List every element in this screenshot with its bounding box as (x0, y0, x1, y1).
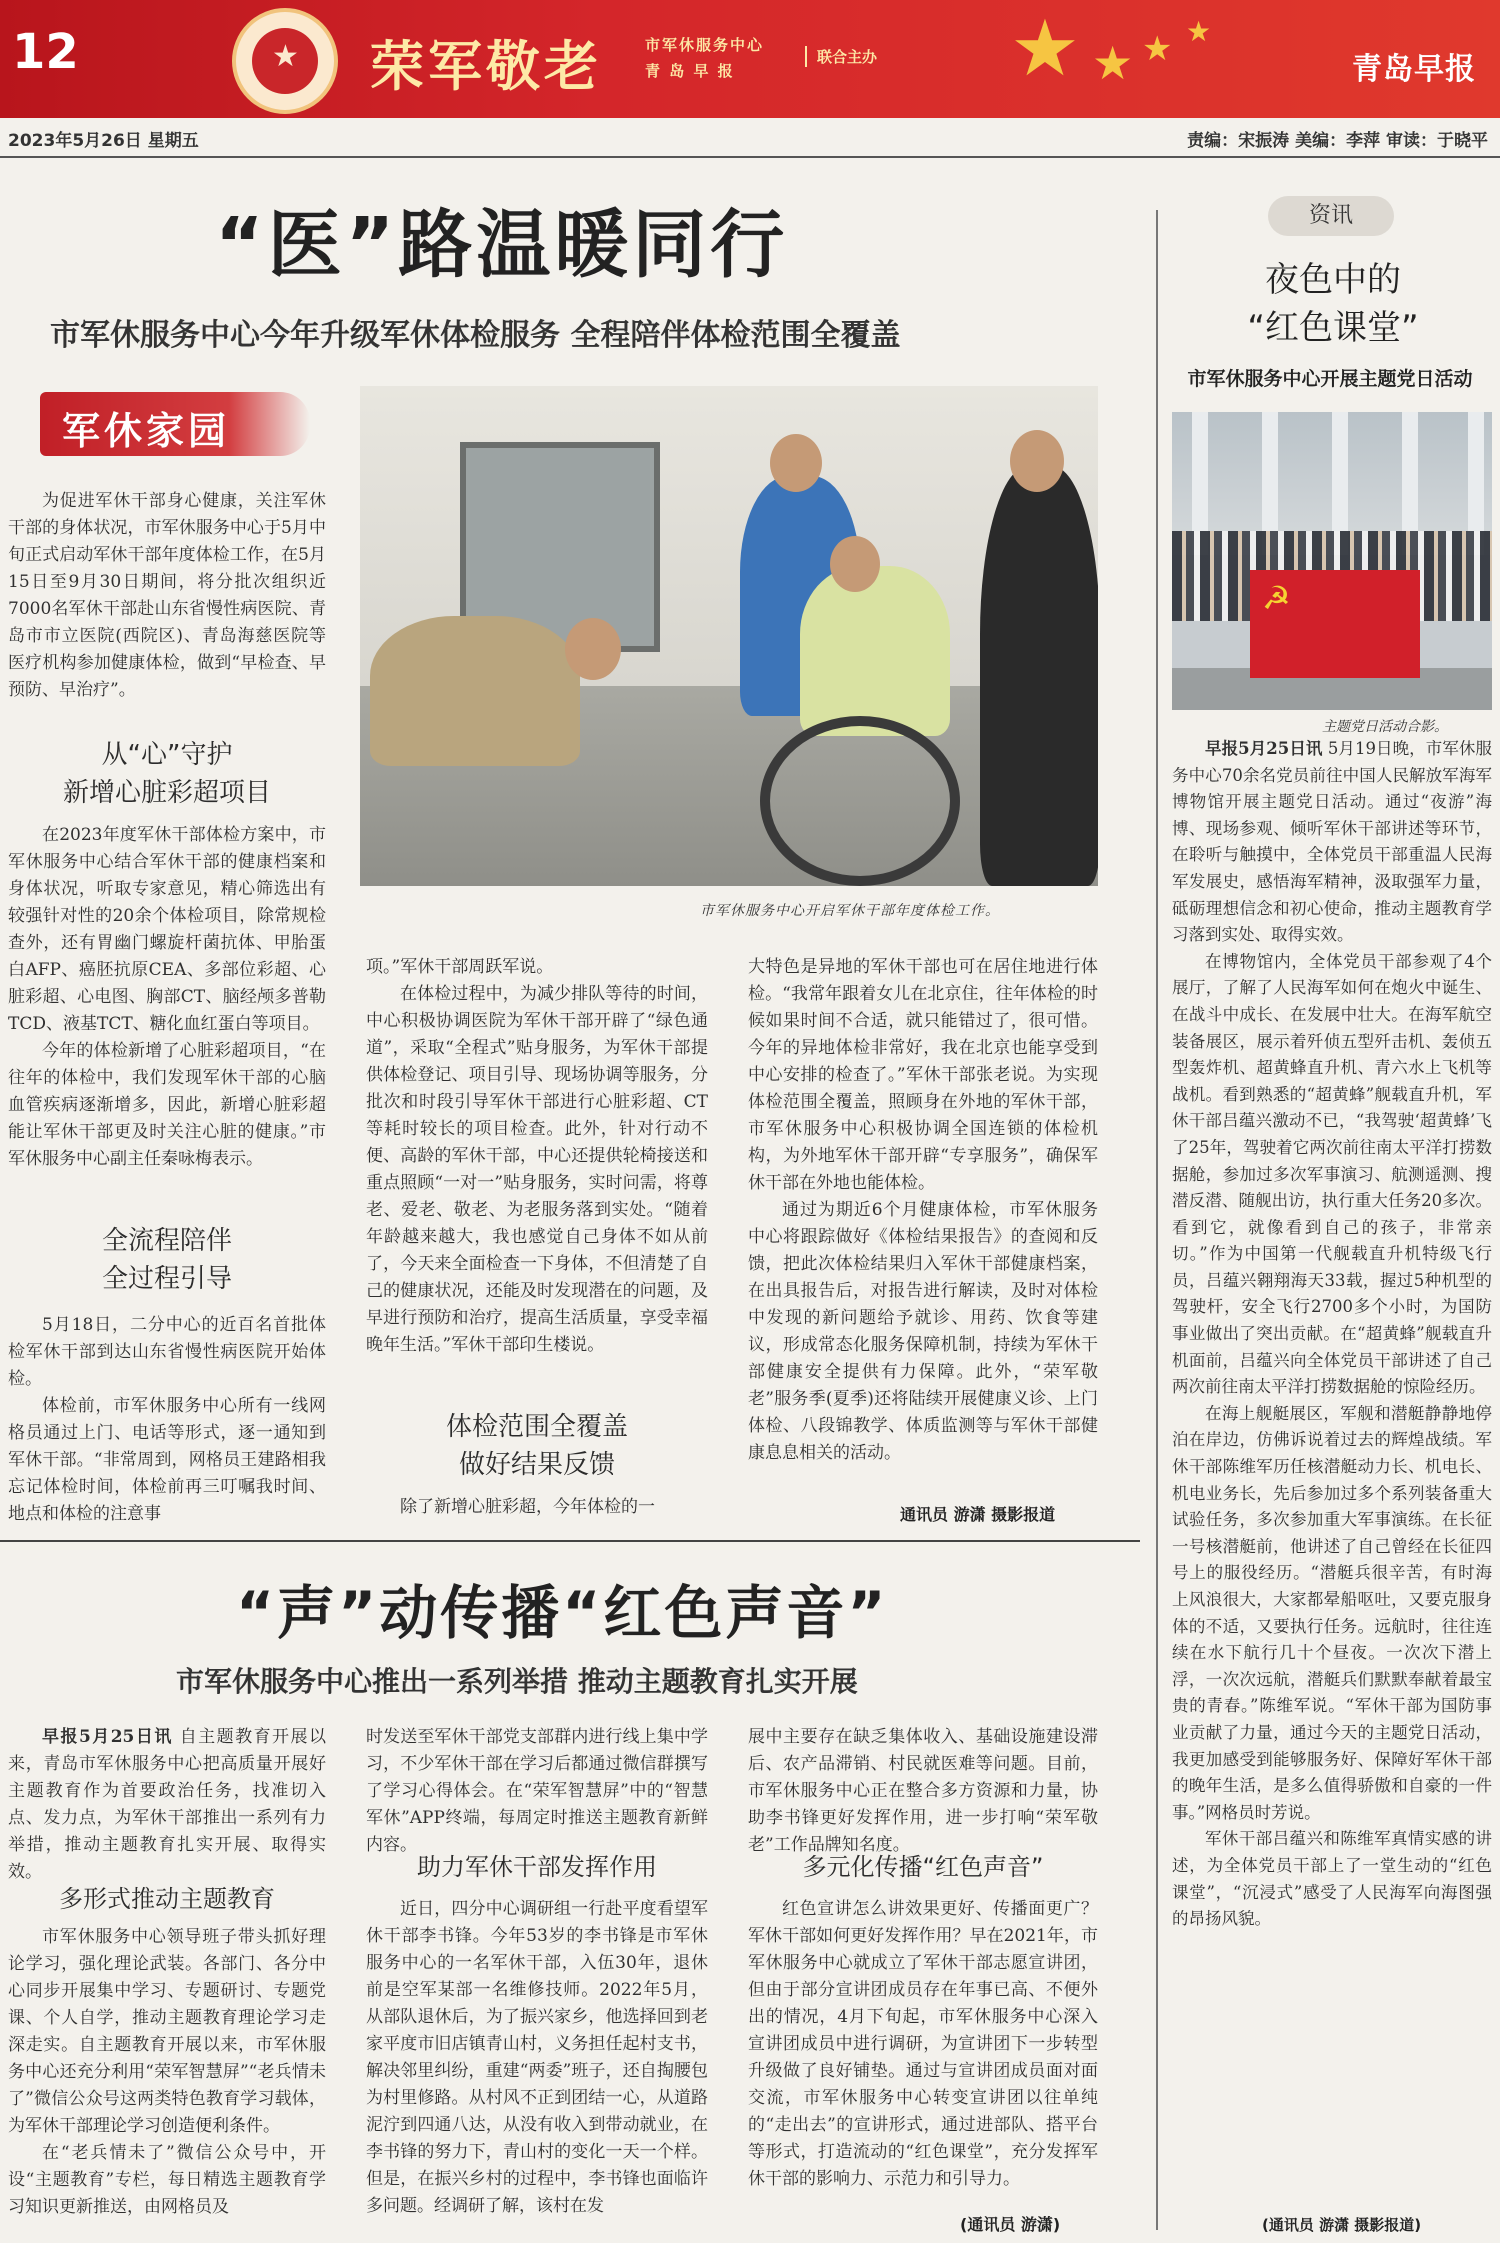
article2-paragraph: 在“老兵情未了”微信公众号中，开设“主题教育”专栏，每日精选主题教育学习知识更新推送，由网格员及 (8, 2143, 326, 2217)
article1-paragraph: 今年的体检新增了心脏彩超项目，“在往年的体检中，我们发现军休干部的心脑血管疾病逐渐增多，因此，新增心脏彩超能让军休干部更及时关注心脏的健康。”市军休服务中心副主任秦咏梅表示。 (8, 1041, 326, 1169)
article2-column-3b (748, 1896, 1098, 2193)
star-icon: ★ (1010, 4, 1080, 94)
co-organizer-1: 市军休服务中心 (645, 36, 765, 54)
dateline-lead: 早报5月25日讯 (42, 1727, 173, 1747)
sidebar-column (1172, 736, 1492, 1933)
photo-head (830, 536, 880, 592)
article2-paragraph (8, 1724, 326, 1886)
section-label: 军休家园 (62, 408, 231, 453)
article1-column-3 (748, 954, 1098, 1467)
article1-photo-caption: 市军休服务中心开启军休干部年度体检工作。 (700, 903, 1000, 919)
sidebar-photo-caption: 主题党日活动合影。 (1322, 719, 1448, 735)
star-icon: ★ (1186, 15, 1212, 48)
article1-paragraph: 通过为期近6个月健康体检，市军休服务中心将跟踪做好《体检结果报告》的查阅和反馈，把此次体检结果归入军休干部健康档案，在出具报告后，对报告进行解读，及时对体检中发现的新问题给予就诊、用药、饮食等建议，形成常态化服务保障机制，持续为军休干部健康安全提供有力保障。此外，“荣军敬老”服务季(夏季)还将陆续开展健康义诊、上门体检、八段锦教学、体质监测等与军休干部健康息息相关的活动。 (748, 1200, 1098, 1463)
article1-paragraph: 5月18日，二分中心的近百名首批体检军休干部到达山东省慢性病医院开始体检。 (8, 1315, 326, 1389)
article2-paragraph: 时发送至军休干部党支部群内进行线上集中学习，不少军休干部在学习后都通过微信群撰写了学习心得体会。在“荣军智慧屏”中的“智慧军休”APP终端，每周定时推送主题教育新鲜内容。 (366, 1727, 708, 1855)
article1-column-1 (8, 488, 326, 704)
emblem-core (252, 28, 318, 94)
article1-paragraph: 除了新增心脏彩超，今年体检的一 (400, 1497, 655, 1517)
editor-credits: 责编：宋振涛 美编：李萍 审读：于晓平 (1187, 131, 1488, 151)
article2-subtitle-3: 多元化传播“红色声音” (802, 1853, 1044, 1881)
article2-paragraph: 市军休服务中心领导班子带头抓好理论学习，强化理论武装。各部门、各分中心同步开展集中学习、专题研讨、专题党课、个人自学，推动主题教育理论学习走深走实。自主题教育开展以来，市军休服务中心还充分利用“荣军智慧屏”“老兵情未了”微信公众号这两类特色教育学习载体，为军休干部理论学习创造便利条件。 (8, 1927, 326, 2136)
article1-headline: “医”路温暖同行 (215, 202, 789, 288)
newspaper-logo: 青岛早报 (1352, 52, 1476, 87)
photo-wheelchair (760, 716, 960, 886)
emblem-logo (232, 8, 338, 114)
article2-paragraph: 展中主要存在缺乏集体收入、基础设施建设滞后、农产品滞销、村民就医难等问题。目前，市军休服务中心正在整合多方资源和力量，协助李书锋更好发挥作用，进一步打响“荣军敬老”工作品牌知名度。 (748, 1727, 1098, 1855)
photo-head (565, 618, 621, 680)
article1-paragraph: 在2023年度军休干部体检方案中，市军休服务中心结合军休干部的健康档案和身体状况，听取专家意见，精心筛选出有较强针对性的20余个体检项目，除常规检查外，还有胃幽门螺旋杆菌抗体、甲胎蛋白AFP、癌胚抗原CEA、多部位彩超、心脏彩超、心电图、胸部CT、脑经颅多普勒TCD、液基TCT、糖化血红蛋白等项目。 (8, 825, 326, 1034)
sidebar-tag: 资讯 (1268, 196, 1394, 236)
article2-column-2 (366, 1724, 708, 1859)
sidebar-paragraph (1172, 736, 1492, 949)
co-organizers (645, 32, 764, 84)
article2-subhead: 市军休服务中心推出一系列举措 推动主题教育扎实开展 (176, 1665, 858, 1698)
article1-paragraph: 为促进军休干部身心健康，关注军休干部的身体状况，市军休服务中心于5月中旬正式启动军休干部年度体检工作，在5月15日至9月30日期间，将分批次组织近7000名军休干部赴山东省慢性病医院、青岛市市立医院(西院区)、青岛海慈医院等医疗机构参加健康体检，做到“早检查、早预防、早治疗”。 (8, 491, 326, 700)
dateline-lead: 早报5月25日讯 (1205, 739, 1323, 758)
article1-subtitle-2: 全流程陪伴 全过程引导 (101, 1226, 232, 1294)
photo-head (770, 434, 822, 492)
article2-byline: (通讯员 游潇) (960, 2215, 1061, 2234)
article-divider (0, 1540, 1140, 1542)
star-icon: ★ (1092, 36, 1134, 90)
article2-column-1 (8, 1724, 326, 1886)
article2-subtitle-2: 助力军休干部发挥作用 (417, 1853, 657, 1881)
photo-figure-patient (800, 566, 950, 736)
article2-column-2b (366, 1896, 708, 2220)
sidebar-title: 夜色中的 “红色课堂” (1247, 260, 1419, 348)
article1-column-2 (366, 954, 708, 1359)
photo-head (1010, 430, 1064, 492)
article1-paragraph: 在体检过程中，为减少排队等待的时间，中心积极协调医院为军休干部开辟了“绿色通道”，采取“全程式”贴身服务，为军休干部提供体检登记、项目引导、现场协调等服务，分批次和时段引导军休干部进行心脏彩超、CT等耗时较长的项目检查。此外，针对行动不便、高龄的军休干部，中心还提供轮椅接送和重点照顾“一对一”贴身服务，实时问需，将尊老、爱老、敬老、为老服务落到实处。“随着年龄越来越大，我也感觉自己身体不如从前了，今天来全面检查一下身体，不但清楚了自己的健康状况，还能及时发现潜在的问题，及早进行预防和治疗，提高生活质量，享受幸福晚年生活。”军休干部印生楼说。 (366, 984, 708, 1355)
article1-column-1b (8, 822, 326, 1173)
page-number: 12 (12, 24, 79, 80)
article1-subtitle-3: 体检范围全覆盖 做好结果反馈 (445, 1412, 628, 1480)
article1-column-1c (8, 1312, 326, 1528)
sidebar-paragraph-text: 5月19日晚，市军休服务中心70余名党员前往中国人民解放军海军博物馆开展主题党日活动。通过“夜游”海博、现场参观、倾听军休干部讲述等环节，在聆听与触摸中，全体党员干部重温人民海军发展史，感悟海军精神，汲取强军力量，砥砺理想信念和初心使命，推动主题教育学习落到实处、取得实效。 (1172, 739, 1492, 945)
article1-column-2b (366, 1494, 708, 1521)
co-host-label: 联合主办 (805, 46, 877, 67)
article2-paragraph: 近日，四分中心调研组一行赴平度看望军休干部李书锋。今年53岁的李书锋是市军休服务中心的一名军休干部，入伍30年，退休前是空军某部一名维修技师。2022年5月，从部队退休后，为了振兴家乡，他选择回到老家平度市旧店镇青山村，义务担任起村支书，解决邻里纠纷，重建“两委”班子，还自掏腰包为村里修路。从村风不正到团结一心，从道路泥泞到四通八达，从没有收入到带动就业，在李书锋的努力下，青山村的变化一天一个样。但是，在振兴乡村的过程中，李书锋也面临许多问题。经调研了解，该村在发 (366, 1899, 708, 2216)
sidebar-paragraph: 在博物馆内，全体党员干部参观了4个展厅，了解了人民海军如何在炮火中诞生、在战斗中成长、在发展中壮大。在海军航空装备展区，展示着歼侦五型歼击机、轰侦五型轰炸机、超黄蜂直升机、青六水上飞机等战机。看到熟悉的“超黄蜂”舰载直升机，军休干部吕蕴兴激动不已，“我驾驶‘超黄蜂’飞了25年，驾驶着它两次前往南太平洋打捞数据舱，参加过多次军事演习、航测遥测、搜潜反潜、随舰出访，执行重大任务20多次。看到它，就像看到自己的孩子，非常亲切。”作为中国第一代舰载直升机特级飞行员，吕蕴兴翱翔海天33载，握过5种机型的驾驶杆，安全飞行2700多个小时，为国防事业做出了突出贡献。在“超黄蜂”舰载直升机面前，吕蕴兴向全体党员干部讲述了自己两次前往南太平洋打捞数据舱的惊险经历。 (1172, 951, 1492, 1397)
article2-paragraph-text: 自主题教育开展以来，青岛市军休服务中心把高质量开展好主题教育作为首要政治任务，找准切入点、发力点，为军休干部推出一系列有力举措，推动主题教育扎实开展、取得实效。 (8, 1727, 326, 1882)
article2-paragraph: 红色宣讲怎么讲效果更好、传播面更广？军休干部如何更好发挥作用？早在2021年，市军休服务中心就成立了军休干部志愿宣讲团，但由于部分宣讲团成员存在年事已高、不便外出的情况，4月下旬起，市军休服务中心深入宣讲团成员中进行调研，为宣讲团下一步转型升级做了良好铺垫。通过与宣讲团成员面对面交流，市军休服务中心转变宣讲团以往单纯的“走出去”的宣讲形式，通过进部队、搭平台等形式，打造流动的“红色课堂”，充分发挥军休干部的影响力、示范力和引导力。 (748, 1899, 1098, 2189)
sidebar-subhead: 市军休服务中心开展主题党日活动 (1187, 368, 1473, 390)
sidebar-paragraph: 军休干部吕蕴兴和陈维军真情实感的讲述，为全体党员干部上了一堂生动的“红色课堂”，“沉浸式”感受了人民海军向海图强的昂扬风貌。 (1172, 1829, 1492, 1929)
column-title-band (360, 18, 1060, 98)
article2-column-3 (748, 1724, 1098, 1859)
article2-headline: “声”动传播“红色声音” (236, 1579, 889, 1647)
article2-subtitle-1: 多形式推动主题教育 (59, 1885, 275, 1913)
issue-date: 2023年5月26日 星期五 (8, 131, 199, 151)
sidebar-byline: (通讯员 游潇 摄影报道) (1262, 2216, 1422, 2234)
article1-paragraph: 体检前，市军休服务中心所有一线网格员通过上门、电话等形式，逐一通知到军休干部。“非常周到，网格员王建路相我忘记体检时间，体检前再三叮嘱我时间、地点和体检的注意事 (8, 1396, 326, 1524)
header-rule (0, 156, 1500, 158)
column-title: 荣军敬老 (370, 34, 602, 98)
article1-paragraph: 项。”军休干部周跃军说。 (366, 957, 554, 977)
sidebar-photo (1172, 412, 1492, 710)
article1-byline: 通讯员 游潇 摄影报道 (900, 1505, 1056, 1524)
article1-subtitle-1: 从“心”守护 新增心脏彩超项目 (62, 740, 271, 808)
co-organizer-2: 青 岛 早 报 (645, 62, 735, 80)
party-flag (1250, 570, 1420, 678)
article2-column-1b (8, 1924, 326, 2221)
article1-paragraph: 大特色是异地的军休干部也可在居住地进行体检。“我常年跟着女儿在北京住，往年体检的时候如果时间不合适，就只能错过了，很可惜。今年的异地体检非常好，我在北京也能享受到中心安排的检查了。”军休干部张老说。为实现体检范围全覆盖，照顾身在外地的军休干部，市军休服务中心积极协调全国连锁的体检机构，为外地军休干部开辟“专享服务”，确保军休干部在外地也能体检。 (748, 957, 1098, 1193)
article1-subhead: 市军休服务中心今年升级军休体检服务 全程陪伴体检范围全覆盖 (50, 318, 901, 353)
section-label-badge (40, 392, 310, 456)
hammer-sickle-icon: ☭ (1262, 579, 1291, 617)
star-icon: ★ (1142, 29, 1173, 69)
sidebar-paragraph: 在海上舰艇展区，军舰和潜艇静静地停泊在岸边，仿佛诉说着过去的辉煌战绩。军休干部陈维军历任核潜艇动力长、机电长、机电业务长，先后参加过多个系列装备重大试验任务，多次参加重大军事演练。在长征一号核潜艇前，他讲述了自己曾经在长征四号上的服役经历。“潜艇兵很辛苦，有时海上风浪很大，大家都晕船呕吐，又要克服身体的不适，又要执行任务。远航时，往往连续在水下航行几十个昼夜。一次次下潜上浮，一次次远航，潜艇兵们默默奉献着最宝贵的青春。”陈维军说。“军休干部为国防事业贡献了力量，通过今天的主题党日活动，我更加感受到能够服务好、保障好军休干部的晚年生活，是多么值得骄傲和自豪的一件事。”网格员时芳说。 (1172, 1403, 1492, 1822)
photo-figure-doctor (370, 616, 580, 766)
article1-photo (360, 386, 1098, 886)
star-icon: ★ (272, 39, 299, 74)
masthead (0, 0, 1500, 118)
photo-figure-woman (980, 466, 1098, 886)
